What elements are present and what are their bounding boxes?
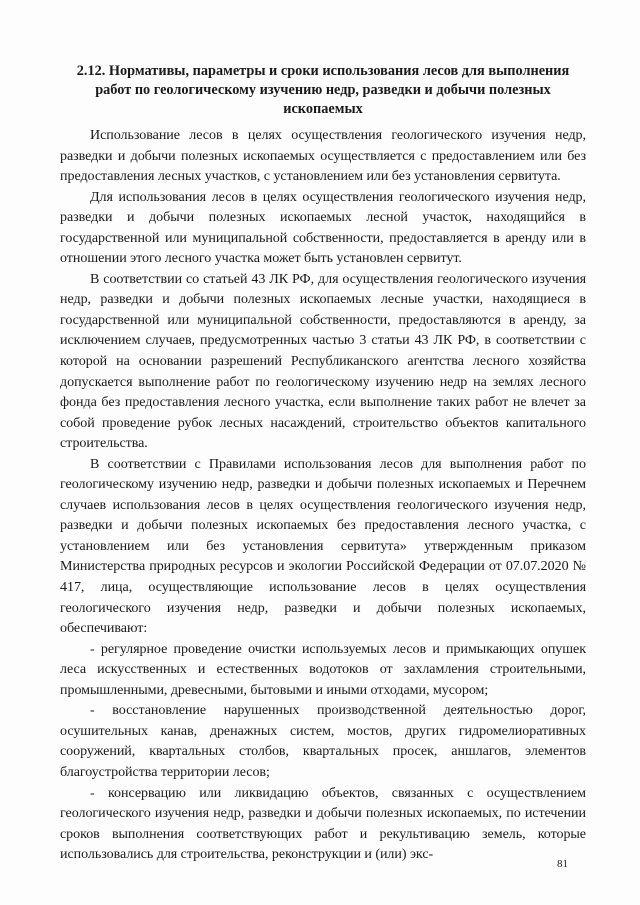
list-item: - восстановление нарушенных производственной деятельностью дорог, осушительных канав, дренажных систем, мостов, других гидромелиоративных сооружений, квартальных столбов, квартальных просек, аншлагов, элементов благоустройства территории лесов;: [60, 702, 586, 780]
paragraph: В соответствии со статьей 43 ЛК РФ, для осуществления геологического изучения недр, разведки и добычи полезных ископаемых лесные участки, находящиеся в государственной или муниципальной собственности, предоставляются в аренду, за исключением случаев, предусмотренных частью 3 статьи 43 ЛК РФ, в соответствии с которой на основании разрешений Республиканского агентства лесного хозяйства допускается выполнение работ по геологическому изучению недр на землях лесного фонда без предоставления лесного участка, если выполнение таких работ не влечет за собой проведение рубок лесных насаждений, строительство объектов капитального строительства.: [60, 270, 586, 452]
paragraph: В соответствии с Правилами использования лесов для выполнения работ по геологическому изучению недр, разведки и добычи полезных ископаемых и Перечнем случаев использования лесов в целях осуществления геологического изучения недр, разведки и добычи полезных ископаемых без предоставления лесного участка, с установлением или без установления сервитута» утвержденным приказом Министерства природных ресурсов и экологии Российской Федерации от 07.07.2020 № 417, лица, осуществляющие использование лесов в целях осуществления геологического изучения недр, разведки и добычи полезных ископаемых, обеспечивают:: [60, 455, 586, 637]
section-heading: 2.12. Нормативы, параметры и сроки использования лесов для выполнения работ по геологическому изучению недр, разведки и добычи полезных ископаемых: [76, 63, 570, 117]
paragraph: Использование лесов в целях осуществления геологического изучения недр, разведки и добычи полезных ископаемых осуществляется с предоставлением или без предоставления лесных участков, с установлением или без установления сервитута.: [60, 127, 586, 185]
page-number: 81: [557, 858, 568, 870]
paragraph: Для использования лесов в целях осуществления геологического изучения недр, разведки и добычи полезных ископаемых лесной участок, находящийся в государственной или муниципальной собственности, предоставляется в аренду или в отношении этого лесного участка может быть установлен сервитут.: [60, 188, 586, 267]
list-item: - регулярное проведение очистки используемых лесов и примыкающих опушек леса искусственных и естественных водотоков от захламления строительными, промышленными, древесными, бытовыми и иными отходами, мусором;: [60, 640, 586, 698]
list-item: - консервацию или ликвидацию объектов, связанных с осуществлением геологического изучения недр, разведки и добычи полезных ископаемых, по истечении сроков выполнения соответствующих работ и рекультивацию земель, которые использовались для строительства, реконструкции и (или) экс-: [60, 784, 586, 863]
section-body: [60, 125, 586, 865]
